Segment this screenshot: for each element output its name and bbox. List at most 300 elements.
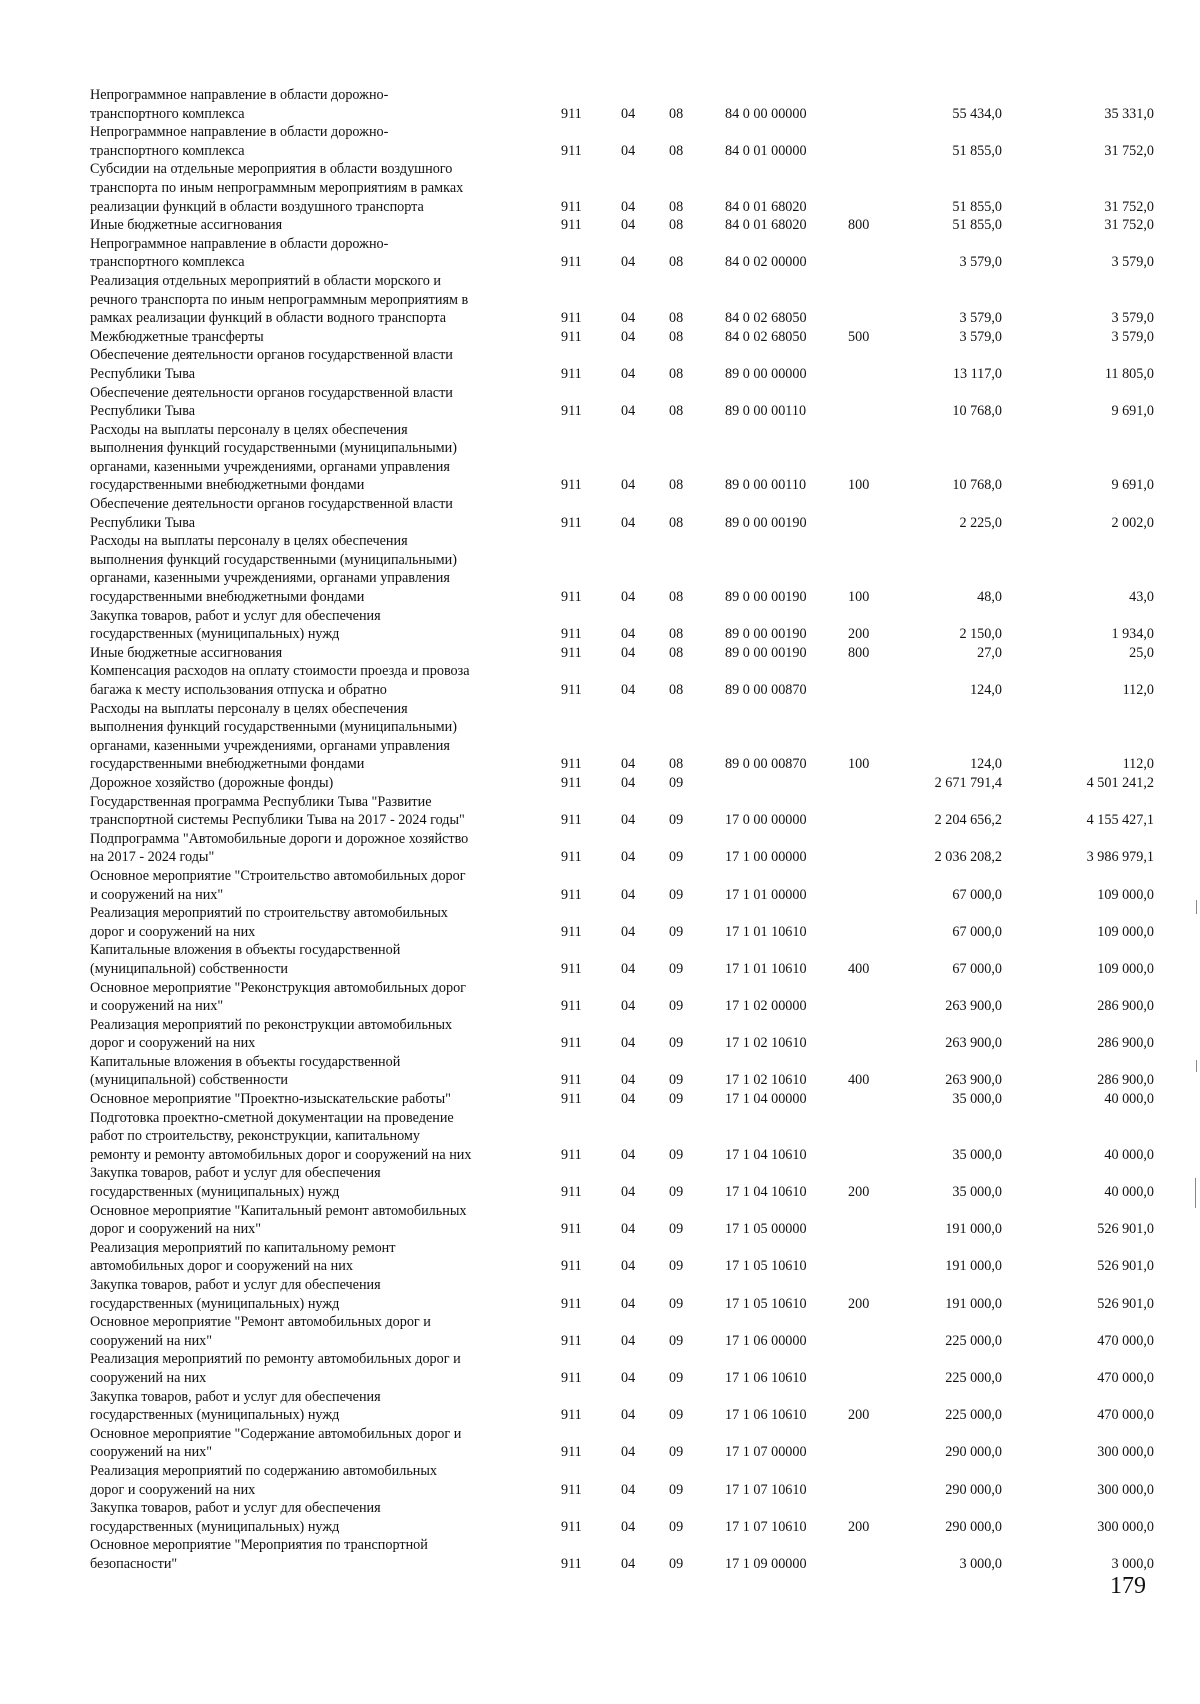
- row-description: Закупка товаров, работ и услуг для обеспечения государственных (муниципальных) нужд: [90, 1388, 381, 1424]
- row-description: Дорожное хозяйство (дорожные фонды): [90, 774, 334, 791]
- amount-year-2: 300 000,0: [1097, 1444, 1154, 1461]
- grbs-code: 911: [561, 217, 582, 234]
- section-code: 04: [621, 254, 636, 271]
- amount-year-1: 2 150,0: [959, 626, 1002, 643]
- subsection-code: 08: [669, 365, 684, 382]
- amount-year-2: 526 901,0: [1097, 1221, 1154, 1238]
- row-description: Расходы на выплаты персоналу в целях обеспечения выполнения функций государственными (муниципальными) органами, казенными учреждениями, органами управления государственными внебюджетными фондами: [90, 533, 457, 606]
- amount-year-2: 470 000,0: [1097, 1332, 1154, 1349]
- grbs-code: 911: [561, 1481, 582, 1498]
- amount-year-2: 3 986 979,1: [1086, 849, 1154, 866]
- section-code: 04: [621, 1444, 636, 1461]
- amount-year-2: 35 331,0: [1104, 105, 1154, 122]
- expense-type-code: 800: [848, 644, 870, 661]
- amount-year-2: 526 901,0: [1097, 1258, 1154, 1275]
- section-code: 04: [621, 1035, 636, 1052]
- grbs-code: 911: [561, 1369, 582, 1386]
- row-description: Основное мероприятие "Мероприятия по транспортной безопасности": [90, 1537, 428, 1572]
- section-code: 04: [621, 105, 636, 122]
- grbs-code: 911: [561, 960, 582, 977]
- section-code: 04: [621, 365, 636, 382]
- row-description: Основное мероприятие "Строительство автомобильных дорог и сооружений на них": [90, 867, 466, 903]
- grbs-code: 911: [561, 644, 582, 661]
- table-row: [90, 1499, 1154, 1536]
- table-row: [90, 867, 1154, 904]
- row-description: Обеспечение деятельности органов государственной власти Республики Тыва: [90, 347, 453, 382]
- row-description: Основное мероприятие "Проектно-изыскательские работы": [90, 1091, 451, 1108]
- row-description: Непрограммное направление в области дорожно- транспортного комплекса: [90, 87, 389, 122]
- subsection-code: 09: [669, 1518, 684, 1535]
- amount-year-1: 10 768,0: [952, 477, 1002, 494]
- amount-year-2: 43,0: [1129, 589, 1154, 606]
- table-row: [90, 384, 1154, 421]
- grbs-code: 911: [561, 1146, 582, 1163]
- target-article-code: 84 0 01 68020: [725, 217, 807, 234]
- target-article-code: 17 1 01 10610: [725, 923, 807, 940]
- expense-type-code: 500: [848, 328, 870, 345]
- row-description: Реализация мероприятий по реконструкции автомобильных дорог и сооружений на них: [90, 1016, 453, 1052]
- grbs-code: 911: [561, 365, 582, 382]
- subsection-code: 09: [669, 1258, 684, 1275]
- subsection-code: 08: [669, 217, 684, 234]
- row-description: Субсидии на отдельные мероприятия в области воздушного транспорта по иным непрограммным мероприятиям в рамках реализации функций в области воздушного транспорта: [90, 161, 464, 215]
- amount-year-1: 3 579,0: [959, 310, 1002, 327]
- section-code: 04: [621, 756, 636, 773]
- subsection-code: 09: [669, 1481, 684, 1498]
- row-description: Обеспечение деятельности органов государственной власти Республики Тыва: [90, 496, 453, 531]
- table-row: [90, 1016, 1154, 1053]
- amount-year-2: 31 752,0: [1104, 198, 1154, 215]
- page-number: 179: [1110, 1573, 1146, 1599]
- grbs-code: 911: [561, 1518, 582, 1535]
- grbs-code: 911: [561, 142, 582, 159]
- grbs-code: 911: [561, 105, 582, 122]
- scan-margin-mark: [1196, 900, 1197, 914]
- grbs-code: 911: [561, 1221, 582, 1238]
- amount-year-1: 51 855,0: [952, 198, 1002, 215]
- amount-year-2: 286 900,0: [1097, 1035, 1154, 1052]
- amount-year-2: 25,0: [1129, 644, 1154, 661]
- amount-year-1: 124,0: [970, 682, 1002, 698]
- grbs-code: 911: [561, 403, 582, 420]
- table-row: [90, 1053, 1154, 1090]
- row-description: Расходы на выплаты персоналу в целях обеспечения выполнения функций государственными (муниципальными) органами, казенными учреждениями, органами управления государственными внебюджетными фондами: [90, 700, 457, 773]
- target-article-code: 84 0 02 00000: [725, 254, 807, 271]
- target-article-code: 17 1 06 00000: [725, 1332, 807, 1349]
- section-code: 04: [621, 1091, 636, 1108]
- amount-year-2: 112,0: [1122, 682, 1154, 698]
- amount-year-1: 67 000,0: [952, 960, 1002, 977]
- table-row: [90, 235, 1154, 272]
- subsection-code: 09: [669, 1091, 684, 1108]
- grbs-code: 911: [561, 812, 582, 829]
- amount-year-2: 286 900,0: [1097, 1072, 1154, 1089]
- amount-year-1: 263 900,0: [945, 1035, 1002, 1052]
- grbs-code: 911: [561, 1555, 582, 1572]
- subsection-code: 08: [669, 403, 684, 420]
- grbs-code: 911: [561, 514, 582, 531]
- table-row: [90, 1313, 1154, 1350]
- grbs-code: 911: [561, 1258, 582, 1275]
- subsection-code: 09: [669, 886, 684, 903]
- row-description: Основное мероприятие "Содержание автомобильных дорог и сооружений на них": [90, 1425, 462, 1461]
- table-row: [90, 662, 1154, 699]
- table-row: [90, 1090, 1154, 1109]
- section-code: 04: [621, 626, 636, 643]
- amount-year-2: 40 000,0: [1104, 1091, 1154, 1108]
- subsection-code: 08: [669, 589, 684, 606]
- amount-year-2: 4 155 427,1: [1086, 812, 1154, 829]
- row-description: Закупка товаров, работ и услуг для обеспечения государственных (муниципальных) нужд: [90, 1277, 381, 1312]
- target-article-code: 17 1 07 10610: [725, 1481, 807, 1498]
- table-row: [90, 1350, 1154, 1387]
- amount-year-1: 2 204 656,2: [934, 812, 1002, 829]
- subsection-code: 09: [669, 1555, 684, 1572]
- expense-type-code: 200: [848, 1407, 870, 1424]
- table-row: [90, 346, 1154, 383]
- expense-type-code: 200: [848, 1295, 870, 1312]
- section-code: 04: [621, 1146, 636, 1163]
- amount-year-2: 40 000,0: [1104, 1184, 1154, 1201]
- amount-year-1: 225 000,0: [945, 1407, 1002, 1424]
- row-description: Капитальные вложения в объекты государственной (муниципальной) собственности: [90, 942, 401, 977]
- subsection-code: 08: [669, 142, 684, 159]
- row-description: Закупка товаров, работ и услуг для обеспечения государственных (муниципальных) нужд: [90, 607, 381, 643]
- table-row: [90, 532, 1154, 606]
- grbs-code: 911: [561, 1444, 582, 1461]
- target-article-code: 89 0 00 00190: [725, 514, 807, 531]
- amount-year-2: 2 002,0: [1111, 514, 1154, 531]
- target-article-code: 89 0 00 00110: [725, 477, 807, 494]
- row-description: Закупка товаров, работ и услуг для обеспечения государственных (муниципальных) нужд: [90, 1500, 381, 1535]
- target-article-code: 17 1 05 10610: [725, 1258, 807, 1275]
- row-description: Капитальные вложения в объекты государственной (муниципальной) собственности: [90, 1053, 401, 1089]
- row-description: Межбюджетные трансферты: [90, 328, 264, 345]
- section-code: 04: [621, 886, 636, 903]
- grbs-code: 911: [561, 1091, 582, 1108]
- subsection-code: 09: [669, 923, 684, 940]
- scan-margin-mark: [1195, 1178, 1196, 1208]
- row-description: Реализация мероприятий по капитальному ремонт автомобильных дорог и сооружений на них: [90, 1239, 396, 1275]
- amount-year-2: 109 000,0: [1097, 923, 1154, 940]
- subsection-code: 08: [669, 644, 684, 661]
- amount-year-2: 109 000,0: [1097, 886, 1154, 903]
- target-article-code: 17 1 01 00000: [725, 886, 807, 903]
- expense-type-code: 100: [848, 477, 870, 494]
- amount-year-2: 112,0: [1122, 756, 1154, 773]
- section-code: 04: [621, 514, 636, 531]
- table-row: [90, 830, 1154, 867]
- amount-year-2: 300 000,0: [1097, 1518, 1154, 1535]
- grbs-code: 911: [561, 923, 582, 940]
- table-row: [90, 1239, 1154, 1276]
- subsection-code: 09: [669, 1146, 684, 1163]
- target-article-code: 17 1 04 10610: [725, 1184, 807, 1201]
- amount-year-1: 67 000,0: [952, 886, 1002, 903]
- amount-year-1: 290 000,0: [945, 1444, 1002, 1461]
- target-article-code: 17 1 02 10610: [725, 1035, 807, 1052]
- row-description: Государственная программа Республики Тыва "Развитие транспортной системы Республики Тыва на 2017 - 2024 годы": [90, 793, 465, 829]
- grbs-code: 911: [561, 310, 582, 327]
- section-code: 04: [621, 477, 636, 494]
- target-article-code: 84 0 02 68050: [725, 328, 807, 345]
- grbs-code: 911: [561, 998, 582, 1015]
- subsection-code: 09: [669, 774, 684, 791]
- amount-year-2: 31 752,0: [1104, 217, 1154, 234]
- grbs-code: 911: [561, 682, 582, 698]
- section-code: 04: [621, 1221, 636, 1238]
- row-description: Реализация мероприятий по ремонту автомобильных дорог и сооружений на них: [90, 1351, 461, 1386]
- grbs-code: 911: [561, 589, 582, 606]
- amount-year-2: 31 752,0: [1104, 142, 1154, 159]
- expense-type-code: 100: [848, 589, 870, 606]
- amount-year-1: 27,0: [977, 644, 1002, 661]
- grbs-code: 911: [561, 477, 582, 494]
- target-article-code: 17 0 00 00000: [725, 812, 807, 829]
- expense-type-code: 400: [848, 960, 870, 977]
- section-code: 04: [621, 644, 636, 661]
- target-article-code: 89 0 00 00190: [725, 589, 807, 606]
- section-code: 04: [621, 998, 636, 1015]
- amount-year-2: 300 000,0: [1097, 1481, 1154, 1498]
- section-code: 04: [621, 1481, 636, 1498]
- grbs-code: 911: [561, 886, 582, 903]
- amount-year-1: 3 579,0: [959, 328, 1002, 345]
- section-code: 04: [621, 1072, 636, 1089]
- table-row: [90, 774, 1154, 793]
- grbs-code: 911: [561, 849, 582, 866]
- section-code: 04: [621, 1518, 636, 1535]
- amount-year-1: 51 855,0: [952, 142, 1002, 159]
- amount-year-1: 3 000,0: [959, 1555, 1002, 1572]
- amount-year-1: 67 000,0: [952, 923, 1002, 940]
- grbs-code: 911: [561, 774, 582, 791]
- target-article-code: 89 0 00 00110: [725, 403, 807, 420]
- row-description: Закупка товаров, работ и услуг для обеспечения государственных (муниципальных) нужд: [90, 1165, 381, 1201]
- subsection-code: 09: [669, 960, 684, 977]
- grbs-code: 911: [561, 1184, 582, 1201]
- table-row: [90, 421, 1154, 495]
- subsection-code: 09: [669, 1295, 684, 1312]
- row-description: Расходы на выплаты персоналу в целях обеспечения выполнения функций государственными (муниципальными) органами, казенными учреждениями, органами управления государственными внебюджетными фондами: [90, 421, 457, 494]
- grbs-code: 911: [561, 1295, 582, 1312]
- amount-year-2: 9 691,0: [1111, 403, 1154, 420]
- scan-margin-mark: [1196, 1060, 1197, 1072]
- amount-year-1: 225 000,0: [945, 1332, 1002, 1349]
- target-article-code: 17 1 05 10610: [725, 1295, 807, 1312]
- subsection-code: 08: [669, 310, 684, 327]
- subsection-code: 09: [669, 1444, 684, 1461]
- target-article-code: 84 0 02 68050: [725, 310, 807, 327]
- amount-year-1: 191 000,0: [945, 1295, 1002, 1312]
- row-description: Подготовка проектно-сметной документации на проведение работ по строительству, реконструкции, капитальному ремонту и ремонту автомобильных дорог и сооружений на них: [90, 1109, 472, 1163]
- amount-year-2: 470 000,0: [1097, 1407, 1154, 1424]
- amount-year-1: 10 768,0: [952, 403, 1002, 420]
- amount-year-2: 3 000,0: [1111, 1555, 1154, 1572]
- amount-year-1: 13 117,0: [952, 365, 1002, 382]
- subsection-code: 09: [669, 998, 684, 1015]
- section-code: 04: [621, 682, 636, 698]
- section-code: 04: [621, 142, 636, 159]
- section-code: 04: [621, 328, 636, 345]
- amount-year-1: 225 000,0: [945, 1369, 1002, 1386]
- table-row: [90, 904, 1154, 941]
- subsection-code: 09: [669, 1332, 684, 1349]
- row-description: Основное мероприятие "Ремонт автомобильных дорог и сооружений на них": [90, 1314, 431, 1349]
- target-article-code: 84 0 00 00000: [725, 105, 807, 122]
- subsection-code: 09: [669, 1221, 684, 1238]
- budget-table: [90, 86, 1154, 1574]
- row-description: Иные бюджетные ассигнования: [90, 644, 283, 661]
- amount-year-1: 3 579,0: [959, 254, 1002, 271]
- amount-year-1: 2 036 208,2: [934, 849, 1002, 866]
- amount-year-1: 55 434,0: [952, 105, 1002, 122]
- row-description: Подпрограмма "Автомобильные дороги и дорожное хозяйство на 2017 - 2024 годы": [90, 830, 469, 866]
- table-row: [90, 1164, 1154, 1201]
- table-row: [90, 123, 1154, 160]
- amount-year-1: 51 855,0: [952, 217, 1002, 234]
- section-code: 04: [621, 1555, 636, 1572]
- target-article-code: 89 0 00 00190: [725, 644, 807, 661]
- target-article-code: 17 1 06 10610: [725, 1369, 807, 1386]
- expense-type-code: 400: [848, 1072, 870, 1089]
- amount-year-2: 286 900,0: [1097, 998, 1154, 1015]
- section-code: 04: [621, 1184, 636, 1201]
- section-code: 04: [621, 589, 636, 606]
- target-article-code: 17 1 04 00000: [725, 1091, 807, 1108]
- amount-year-2: 470 000,0: [1097, 1369, 1154, 1386]
- target-article-code: 89 0 00 00000: [725, 365, 807, 382]
- subsection-code: 08: [669, 254, 684, 271]
- expense-type-code: 800: [848, 217, 870, 234]
- subsection-code: 09: [669, 1369, 684, 1386]
- subsection-code: 09: [669, 1407, 684, 1424]
- grbs-code: 911: [561, 198, 582, 215]
- row-description: Реализация мероприятий по строительству автомобильных дорог и сооружений на них: [90, 905, 448, 940]
- grbs-code: 911: [561, 1407, 582, 1424]
- table-row: [90, 1462, 1154, 1499]
- target-article-code: 17 1 09 00000: [725, 1555, 807, 1572]
- section-code: 04: [621, 198, 636, 215]
- subsection-code: 08: [669, 756, 684, 773]
- amount-year-2: 109 000,0: [1097, 960, 1154, 977]
- amount-year-2: 9 691,0: [1111, 477, 1154, 494]
- amount-year-1: 35 000,0: [952, 1146, 1002, 1163]
- expense-type-code: 200: [848, 1518, 870, 1535]
- grbs-code: 911: [561, 626, 582, 643]
- amount-year-2: 3 579,0: [1111, 328, 1154, 345]
- section-code: 04: [621, 1369, 636, 1386]
- row-description: Реализация отдельных мероприятий в области морского и речного транспорта по иным непрограммным мероприятиям в рамках реализации функций в области водного транспорта: [90, 272, 469, 327]
- target-article-code: 17 1 02 10610: [725, 1072, 807, 1089]
- section-code: 04: [621, 217, 636, 234]
- target-article-code: 17 1 04 10610: [725, 1146, 807, 1163]
- amount-year-1: 124,0: [970, 756, 1002, 773]
- table-row: [90, 216, 1154, 235]
- section-code: 04: [621, 923, 636, 940]
- section-code: 04: [621, 849, 636, 866]
- target-article-code: 17 1 01 10610: [725, 960, 807, 977]
- amount-year-1: 48,0: [977, 589, 1002, 606]
- grbs-code: 911: [561, 756, 582, 773]
- subsection-code: 09: [669, 812, 684, 829]
- subsection-code: 08: [669, 198, 684, 215]
- subsection-code: 09: [669, 1035, 684, 1052]
- grbs-code: 911: [561, 1035, 582, 1052]
- subsection-code: 08: [669, 682, 684, 698]
- table-row: [90, 1202, 1154, 1239]
- amount-year-1: 191 000,0: [945, 1258, 1002, 1275]
- table-body: [90, 86, 1154, 1574]
- table-row: [90, 1109, 1154, 1165]
- row-description: Непрограммное направление в области дорожно- транспортного комплекса: [90, 235, 389, 271]
- subsection-code: 08: [669, 328, 684, 345]
- table-row: [90, 793, 1154, 830]
- section-code: 04: [621, 1295, 636, 1312]
- amount-year-1: 290 000,0: [945, 1518, 1002, 1535]
- table-row: [90, 700, 1154, 774]
- target-article-code: 17 1 05 00000: [725, 1221, 807, 1238]
- amount-year-1: 263 900,0: [945, 1072, 1002, 1089]
- table-row: [90, 1425, 1154, 1462]
- row-description: Компенсация расходов на оплату стоимости проезда и провоза багажа к месту использования отпуска и обратно: [90, 663, 470, 698]
- target-article-code: 17 1 07 00000: [725, 1444, 807, 1461]
- target-article-code: 17 1 02 00000: [725, 998, 807, 1015]
- table-row: [90, 495, 1154, 532]
- subsection-code: 08: [669, 514, 684, 531]
- amount-year-2: 526 901,0: [1097, 1295, 1154, 1312]
- table-row: [90, 607, 1154, 644]
- grbs-code: 911: [561, 1332, 582, 1349]
- target-article-code: 84 0 01 00000: [725, 142, 807, 159]
- subsection-code: 09: [669, 1184, 684, 1201]
- table-row: [90, 979, 1154, 1016]
- subsection-code: 08: [669, 626, 684, 643]
- subsection-code: 08: [669, 105, 684, 122]
- subsection-code: 08: [669, 477, 684, 494]
- amount-year-2: 3 579,0: [1111, 310, 1154, 327]
- amount-year-2: 1 934,0: [1111, 626, 1154, 643]
- expense-type-code: 100: [848, 756, 870, 773]
- target-article-code: 17 1 07 10610: [725, 1518, 807, 1535]
- row-description: Иные бюджетные ассигнования: [90, 217, 283, 234]
- target-article-code: 89 0 00 00870: [725, 682, 807, 698]
- amount-year-2: 40 000,0: [1104, 1146, 1154, 1163]
- row-description: Основное мероприятие "Реконструкция автомобильных дорог и сооружений на них": [90, 979, 467, 1015]
- section-code: 04: [621, 960, 636, 977]
- grbs-code: 911: [561, 1072, 582, 1089]
- row-description: Непрограммное направление в области дорожно- транспортного комплекса: [90, 124, 389, 159]
- section-code: 04: [621, 310, 636, 327]
- subsection-code: 09: [669, 1072, 684, 1089]
- target-article-code: 17 1 00 00000: [725, 849, 807, 866]
- subsection-code: 09: [669, 849, 684, 866]
- amount-year-1: 35 000,0: [952, 1184, 1002, 1201]
- amount-year-2: 4 501 241,2: [1086, 774, 1154, 791]
- table-row: [90, 1276, 1154, 1313]
- row-description: Реализация мероприятий по содержанию автомобильных дорог и сооружений на них: [90, 1462, 438, 1498]
- amount-year-2: 11 805,0: [1104, 365, 1154, 382]
- table-row: [90, 941, 1154, 978]
- table-row: [90, 272, 1154, 328]
- row-description: Обеспечение деятельности органов государственной власти Республики Тыва: [90, 384, 453, 420]
- expense-type-code: 200: [848, 626, 870, 643]
- grbs-code: 911: [561, 254, 582, 271]
- table-row: [90, 160, 1154, 216]
- table-row: [90, 1388, 1154, 1425]
- table-row: [90, 644, 1154, 663]
- table-row: [90, 328, 1154, 347]
